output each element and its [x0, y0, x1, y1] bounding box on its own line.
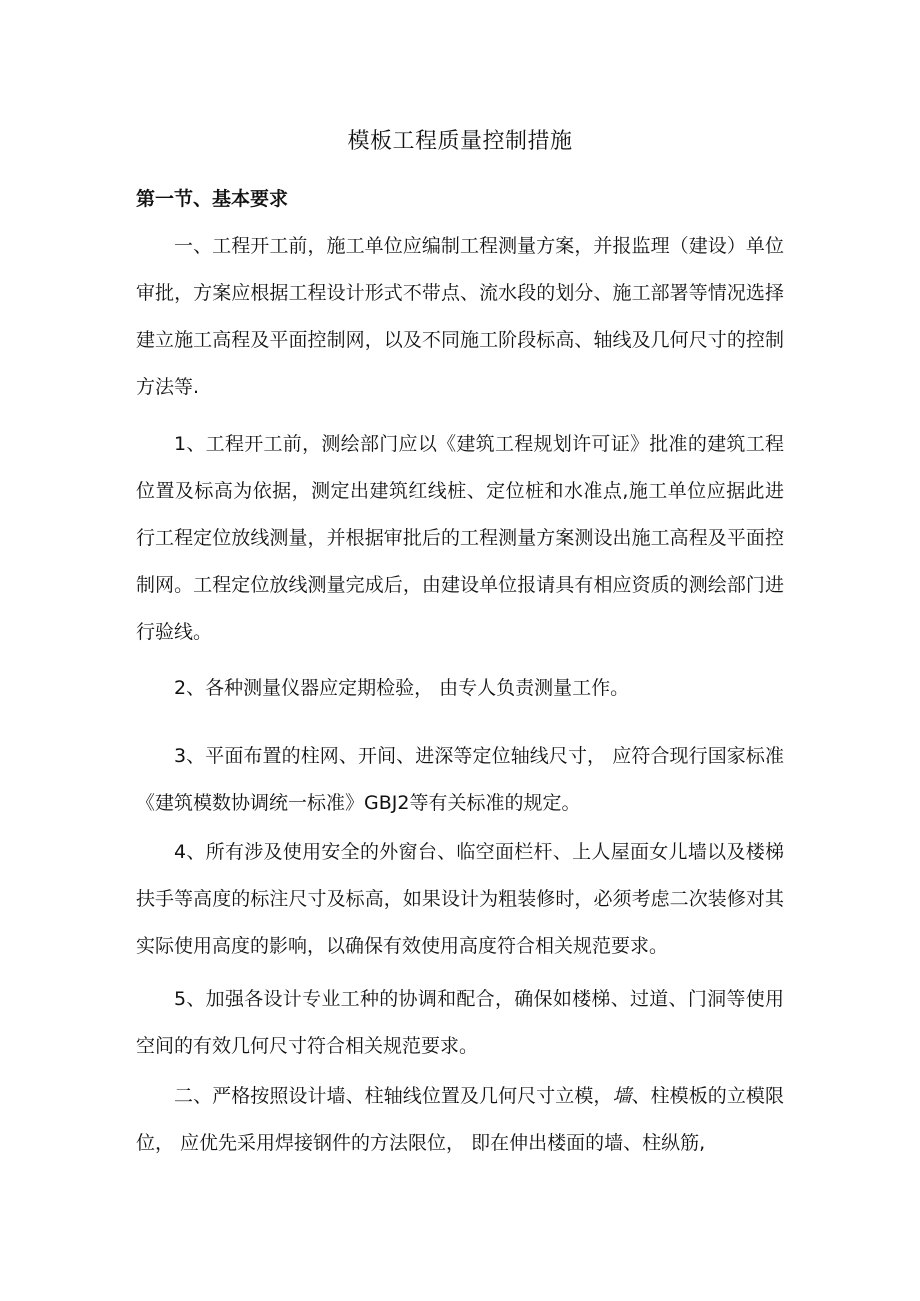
- paragraph-6: 5、加强各设计专业工种的协调和配合，确保如楼梯、过道、门洞等使用空间的有效几何尺寸符合相关规范要求。: [136, 988, 784, 1057]
- paragraph-2: 1、工程开工前，测绘部门应以《建筑工程规划许可证》批准的建筑工程位置及标高为依据，测定出建筑红线桩、定位桩和水准点,施工单位应据此进行工程定位放线测量，并根据审批后的工程测量方案测设出施工高程及平面控制网。工程定位放线测量完成后，由建设单位报请具有相应资质的测绘部门进行验线。: [136, 433, 784, 643]
- section-heading: 第一节、基本要求: [136, 188, 289, 210]
- paragraph-7: [136, 1073, 784, 1167]
- paragraph-3: 2、各种测量仪器应定期检验， 由专人负责测量工作。: [174, 677, 630, 699]
- paragraph-7-italic-word: 墙: [612, 1085, 632, 1107]
- paragraph-7-part1: 二、严格按照设计墙、柱轴线位置及几何尺寸立模，: [174, 1085, 613, 1107]
- paragraph-5: 4、所有涉及使用安全的外窗台、临空面栏杆、上人屋面女儿墙以及楼梯扶手等高度的标注尺寸及标高，如果设计为粗装修时，必须考虑二次装修对其实际使用高度的影响，以确保有效使用高度符合相关规范要求。: [136, 841, 784, 957]
- document-title: 模板工程质量控制措施: [347, 129, 573, 154]
- paragraph-1: 一、工程开工前，施工单位应编制工程测量方案，并报监理（建设）单位审批，方案应根据工程设计形式不带点、流水段的划分、施工部署等情况选择建立施工高程及平面控制网，以及不同施工阶段标高、轴线及几何尺寸的控制方法等.: [136, 235, 784, 398]
- paragraph-4: 3、平面布置的柱网、开间、进深等定位轴线尺寸， 应符合现行国家标准《建筑模数协调统一标准》GBJ2等有关标准的规定。: [136, 745, 784, 814]
- paragraph-7-part2: 、柱模板的立模限位， 应优先采用焊接钢件的方法限位， 即在伸出楼面的墙、柱纵筋,: [136, 1085, 784, 1154]
